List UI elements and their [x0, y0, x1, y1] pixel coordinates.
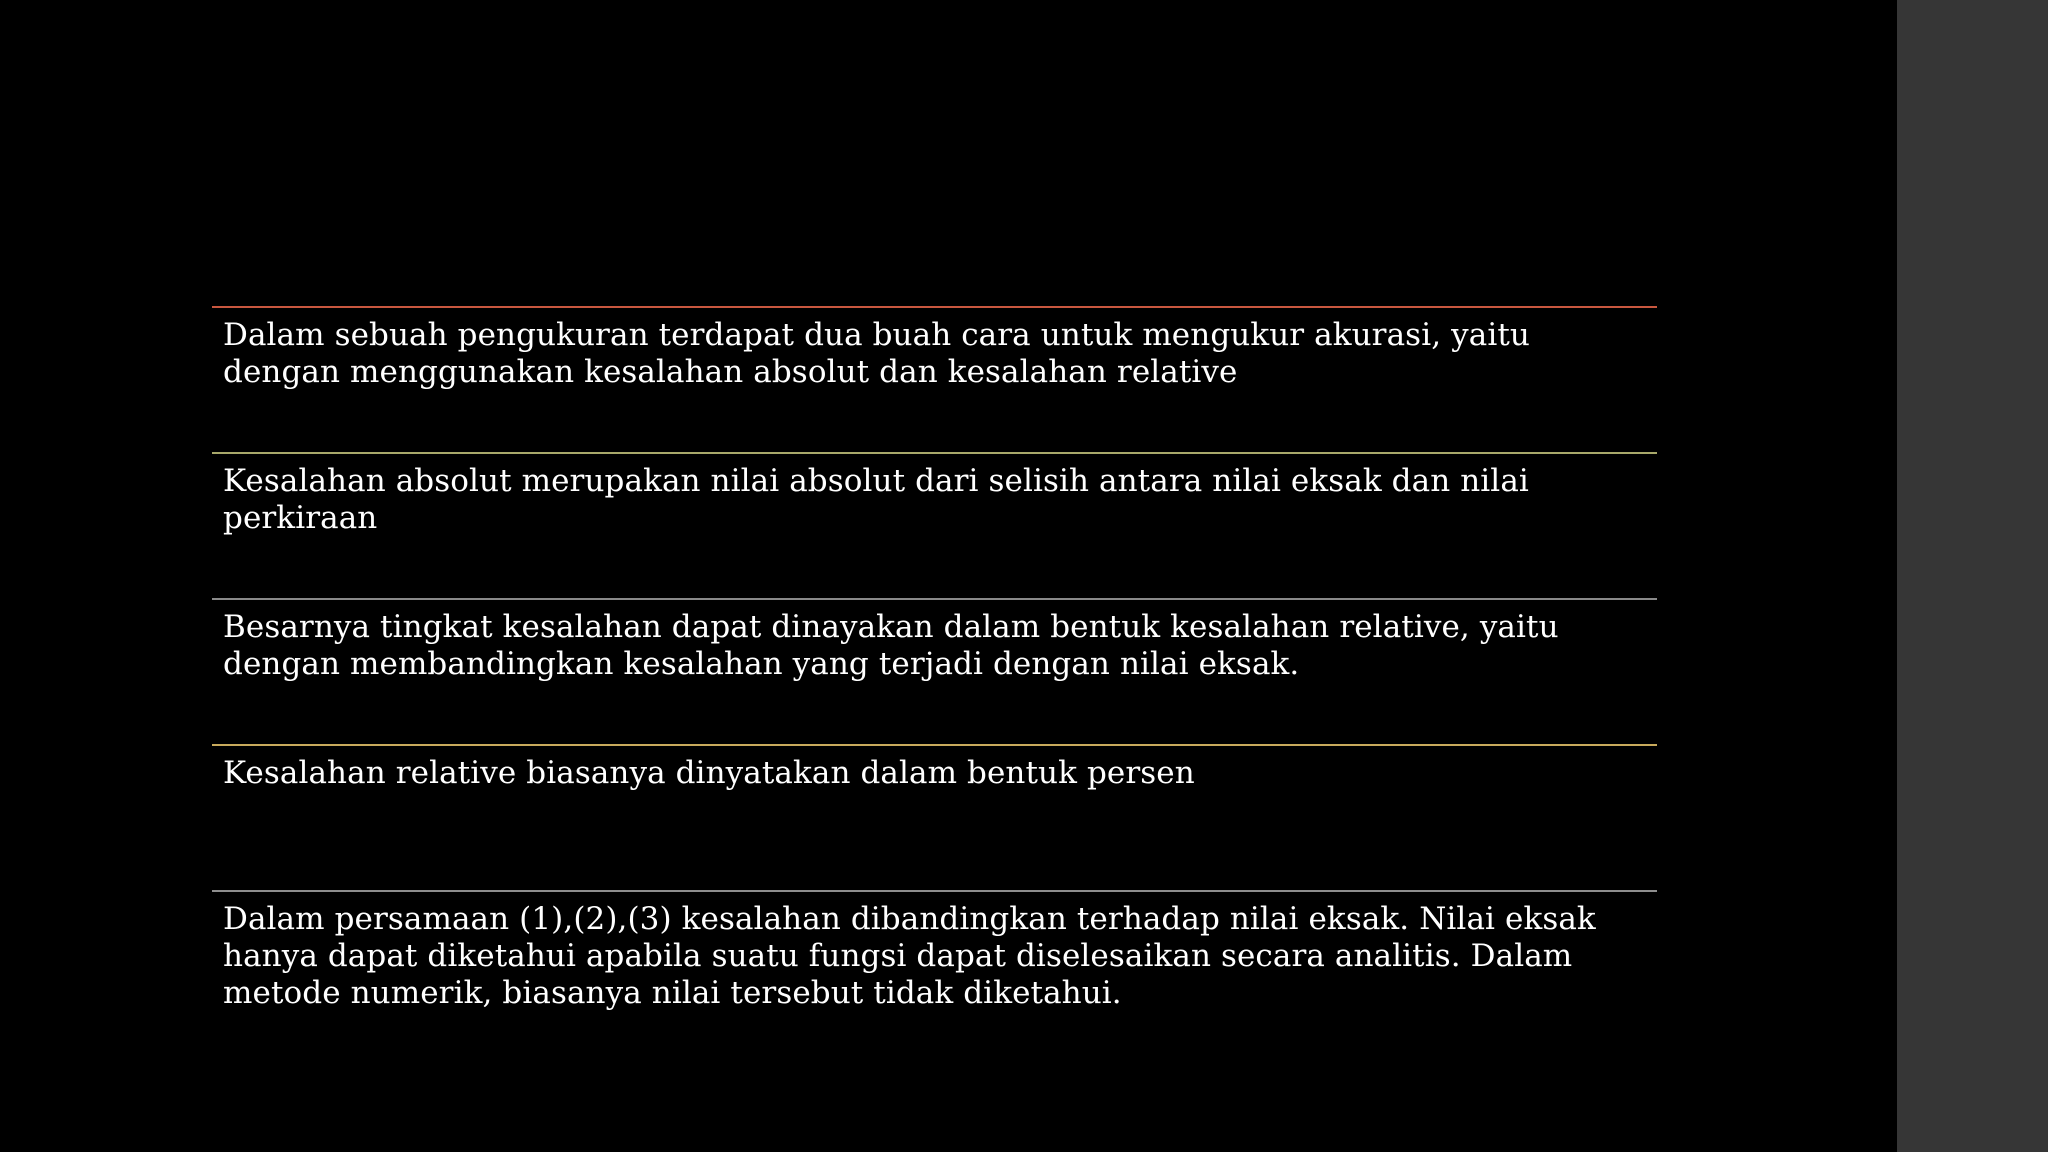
bullet-item-5: [212, 890, 1657, 1036]
bullet-item-1: [212, 306, 1657, 452]
bullet-text-3: Besarnya tingkat kesalahan dapat dinayakan dalam bentuk kesalahan relative, yaitu dengan membandingkan kesalahan yang terjadi dengan nilai eksak.: [223, 609, 1559, 682]
bullet-text-4: Kesalahan relative biasanya dinyatakan dalam bentuk persen: [223, 755, 1195, 791]
bullet-text-1: Dalam sebuah pengukuran terdapat dua buah cara untuk mengukur akurasi, yaitu dengan menggunakan kesalahan absolut dan kesalahan relative: [223, 317, 1530, 390]
bullet-list: [212, 306, 1657, 1036]
bullet-item-2: [212, 452, 1657, 598]
bullet-text-2: Kesalahan absolut merupakan nilai absolut dari selisih antara nilai eksak dan nilai perkiraan: [223, 463, 1529, 536]
bullet-item-3: [212, 598, 1657, 744]
side-panel: [1897, 0, 2048, 1152]
bullet-item-4: [212, 744, 1657, 890]
bullet-text-5: Dalam persamaan (1),(2),(3) kesalahan dibandingkan terhadap nilai eksak. Nilai eksak hanya dapat diketahui apabila suatu fungsi dapat diselesaikan secara analitis. Dalam metode numerik, biasanya nilai tersebut tidak diketahui.: [223, 901, 1596, 1011]
